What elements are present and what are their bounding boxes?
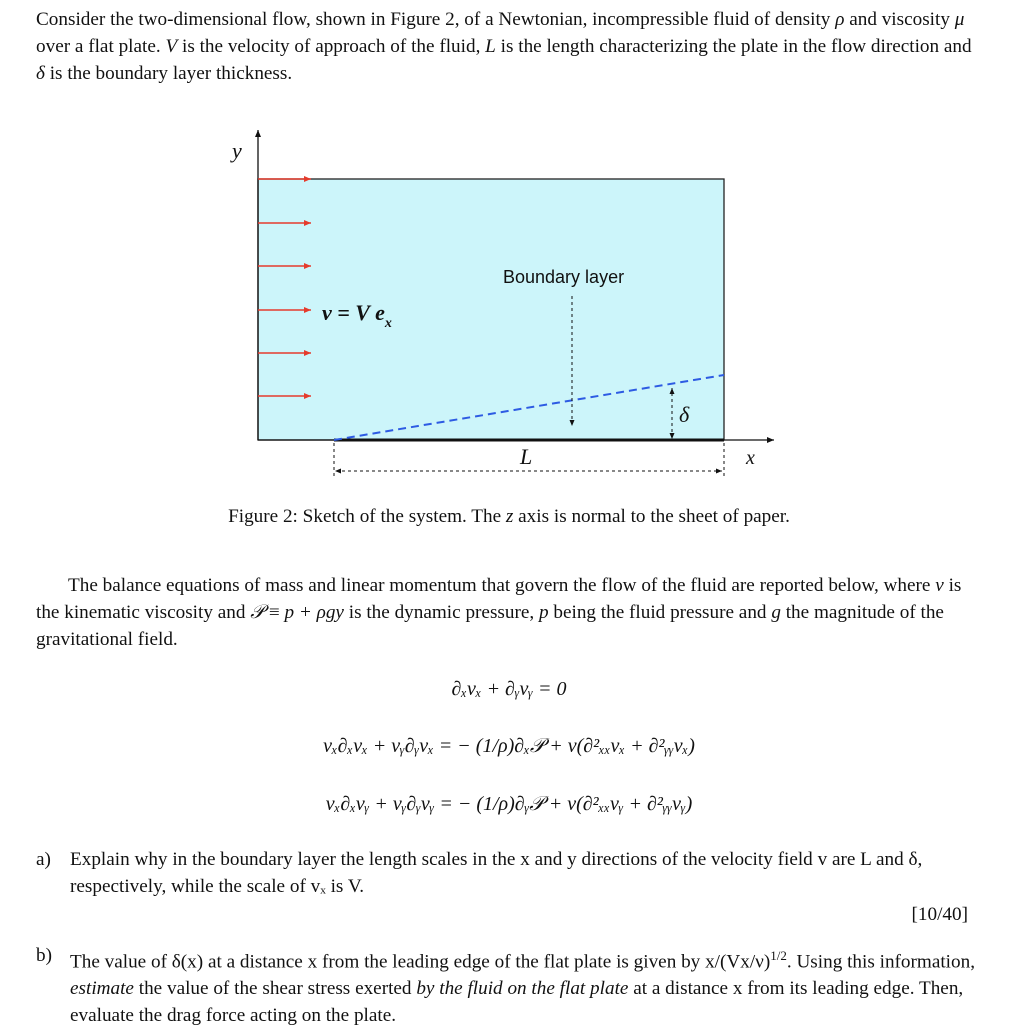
equation-momentum-x: vₓ∂ₓvₓ + vᵧ∂ᵧvₓ = − (1/ρ)∂ₓ𝒫 + ν(∂²ₓₓvₓ + ∂²ᵧᵧvₓ)	[323, 735, 695, 757]
equation-momentum-y: vₓ∂ₓvᵧ + vᵧ∂ᵧvᵧ = − (1/ρ)∂ᵧ𝒫 + ν(∂²ₓₓvᵧ + ∂²ᵧᵧvᵧ)	[325, 793, 693, 815]
velocity-label: v = V $e_x$	[322, 300, 392, 331]
y-axis-label: y	[232, 138, 242, 163]
question-b-text: The value of δ(x) at a distance x from the leading edge of the flat plate is given by $x/(Vx/\nu)^{1/2}$. Using this information, estimate the value of the shear stress exerted by the fluid on the flat plate at a distance x from its leading edge. Then, evaluate the drag force acting on the plate.	[70, 948, 975, 1027]
delta-label: δ	[679, 402, 690, 427]
question-a-marks: [10/40]	[911, 904, 968, 925]
balance-paragraph: The balance equations of mass and linear momentum that govern the flow of the fluid are reported below, where ν is the kinematic viscosity and 𝒫 ≡ p + ρgy is the dynamic pressure, p being the fluid pressure and g the magnitude of the gravitational field.	[36, 575, 962, 650]
question-a-text: Explain why in the boundary layer the length scales in the x and y directions of the velocity field v are L and δ, respectively, while the scale of vₓ is V.	[70, 849, 923, 897]
boundary-layer-figure	[0, 110, 1018, 490]
boundary-layer-label: Boundary layer	[503, 267, 625, 287]
x-axis-label: x	[746, 447, 755, 469]
length-label: L	[520, 444, 533, 469]
intro-paragraph: Consider the two-dimensional flow, shown in Figure 2, of a Newtonian, incompressible fluid of density ρ and viscosity μ over a flat plate. V is the velocity of approach of the fluid, L is the length characterizing the plate in the flow direction and δ is the boundary layer thickness.	[36, 9, 972, 84]
figure-caption: Figure 2: Sketch of the system. The z axis is normal to the sheet of paper.	[228, 506, 790, 527]
question-b-label: b)	[36, 945, 52, 966]
equation-continuity: ∂ₓvₓ + ∂ᵧvᵧ = 0	[451, 678, 567, 700]
question-a-label: a)	[36, 849, 51, 870]
